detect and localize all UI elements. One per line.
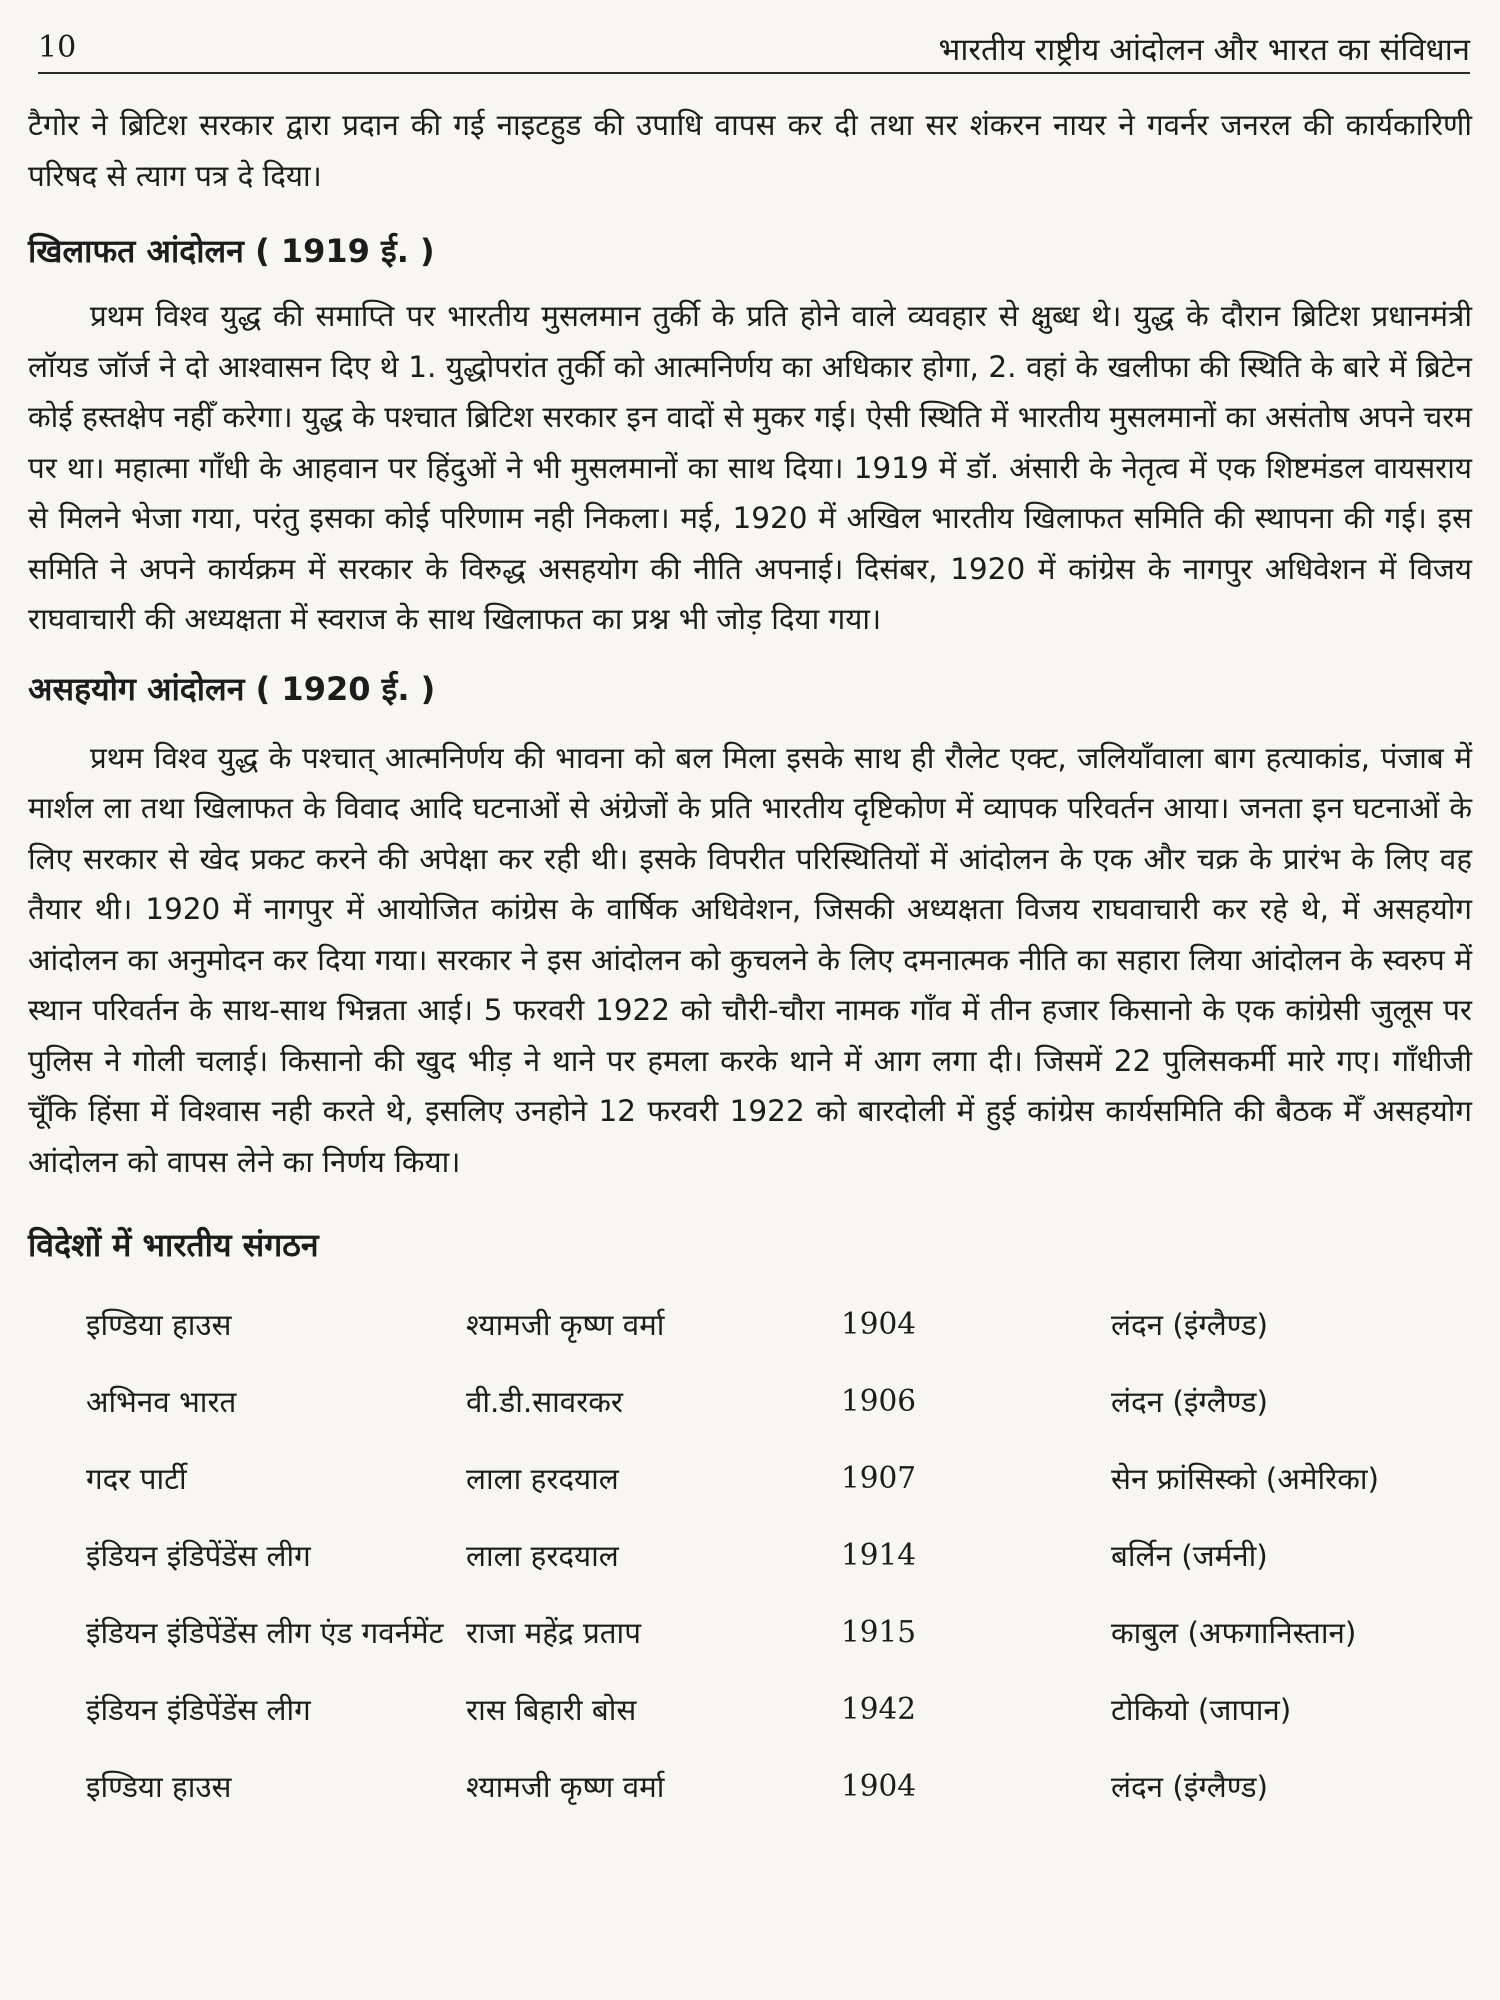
organizations-table [86,1285,1379,1824]
org-place: टोकियो (जापान) [1111,1693,1292,1727]
org-founder: श्यामजी कृष्ण वर्मा [466,1770,665,1804]
org-name: अभिनव भारत [86,1385,237,1419]
org-founder: वी.डी.सावरकर [466,1385,623,1419]
org-name: इंडियन इंडिपेंडेंस लीग [86,1539,311,1573]
org-place: सेन फ्रांसिस्को (अमेरिका) [1111,1462,1380,1496]
org-name: इंडियन इंडिपेंडेंस लीग एंड गवर्नमेंट [86,1616,444,1650]
org-year: 1904 [841,1768,917,1803]
intro-paragraph: टैगोर ने ब्रिटिश सरकार द्वारा प्रदान की गई नाइटहुड की उपाधि वापस कर दी तथा सर शंकरन नायर ने गवर्नर जनरल की कार्यकारिणी परिषद से त्याग पत्र दे दिया। [28,108,1472,193]
org-name: इण्डिया हाउस [86,1308,232,1342]
table-row [86,1747,1379,1824]
org-year: 1942 [841,1691,917,1726]
org-year: 1907 [841,1460,917,1495]
org-year: 1904 [841,1306,917,1341]
asahyog-paragraph: प्रथम विश्व युद्ध के पश्चात् आत्मनिर्णय की भावना को बल मिला इसके साथ ही रौलेट एक्ट, जलियाँवाला बाग हत्याकांड, पंजाब में मार्शल ला तथा खिलाफत के विवाद आदि घटनाओं से अंग्रेजों के प्रति भारतीय दृष्टिकोण में व्यापक परिवर्तन आया। जनता इन घटनाओं के लिए सरकार से खेद प्रकट करने की अपेक्षा कर रही थी। इसके विपरीत परिस्थितियों में आंदोलन के एक और चक्र के प्रारंभ के लिए वह तैयार थी। 1920 में नागपुर में आयोजित कांग्रेस के वार्षिक अधिवेशन, जिसकी अध्यक्षता विजय राघवाचारी कर रहे थे, में असहयोग आंदोलन का अनुमोदन कर दिया गया। सरकार ने इस आंदोलन को कुचलने के लिए दमनात्मक नीति का सहारा लिया आंदोलन के स्वरुप में स्थान परिवर्तन के साथ-साथ भिन्नता आई। 5 फरवरी 1922 को चौरी-चौरा नामक गाँव में तीन हजार किसानो के एक कांग्रेसी जुलूस पर पुलिस ने गोली चलाई। किसानो की खुद भीड़ ने थाने पर हमला करके थाने में आग लगा दी। जिसमें 22 पुलिसकर्मी मारे गए। गाँधीजी चूँकि हिंसा में विश्वास नही करते थे, इसलिए उनहोने 12 फरवरी 1922 को बारदोली में हुई कांग्रेस कार्यसमिति की बैठक मेँ असहयोग आंदोलन को वापस लेने का निर्णय किया। [28,740,1472,1179]
table-row [86,1439,1379,1516]
page-header [38,22,1470,74]
org-place: काबुल (अफगानिस्तान) [1111,1616,1357,1650]
organizations-heading: विदेशों में भारतीय संगठन [28,1226,319,1264]
org-name: गदर पार्टी [86,1462,187,1496]
org-year: 1914 [841,1537,917,1572]
org-founder: लाला हरदयाल [466,1462,619,1496]
org-place: लंदन (इंग्लैण्ड) [1111,1770,1269,1804]
org-place: लंदन (इंग्लैण्ड) [1111,1385,1269,1419]
org-founder: श्यामजी कृष्ण वर्मा [466,1308,665,1342]
running-title: भारतीय राष्ट्रीय आंदोलन और भारत का संविधान [938,32,1470,68]
table-row [86,1362,1379,1439]
table-row [86,1516,1379,1593]
org-founder: रास बिहारी बोस [466,1693,637,1727]
khilafat-paragraph: प्रथम विश्व युद्ध की समाप्ति पर भारतीय मुसलमान तुर्की के प्रति होने वाले व्यवहार से क्षुब्ध थे। युद्ध के दौरान ब्रिटिश प्रधानमंत्री लॉयड जॉर्ज ने दो आश्वासन दिए थे 1. युद्धोपरांत तुर्की को आत्मनिर्णय का अधिकार होगा, 2. वहां के खलीफा की स्थिति के बारे में ब्रिटेन कोई हस्तक्षेप नहीँ करेगा। युद्ध के पश्चात ब्रिटिश सरकार इन वादों से मुकर गई। ऐसी स्थिति में भारतीय मुसलमानों का असंतोष अपने चरम पर था। महात्मा गाँधी के आहवान पर हिंदुओं ने भी मुसलमानों का साथ दिया। 1919 में डॉ. अंसारी के नेतृत्व में एक शिष्टमंडल वायसराय से मिलने भेजा गया, परंतु इसका कोई परिणाम नही निकला। मई, 1920 में अखिल भारतीय खिलाफत समिति की स्थापना की गई। इस समिति ने अपने कार्यक्रम में सरकार के विरुद्ध असहयोग की नीति अपनाई। दिसंबर, 1920 में कांग्रेस के नागपुर अधिवेशन में विजय राघवाचारी की अध्यक्षता में स्वराज के साथ खिलाफत का प्रश्न भी जोड़ दिया गया। [28,299,1472,636]
page-number: 10 [38,30,77,65]
org-name: इंडियन इंडिपेंडेंस लीग [86,1693,311,1727]
org-year: 1915 [841,1614,917,1649]
table-row [86,1670,1379,1747]
asahyog-heading: असहयोग आंदोलन ( 1920 ई. ) [28,669,436,708]
khilafat-heading: खिलाफत आंदोलन ( 1919 ई. ) [28,232,435,270]
org-place: बर्लिन (जर्मनी) [1111,1539,1268,1573]
org-founder: राजा महेंद्र प्रताप [466,1616,641,1650]
org-year: 1906 [841,1383,917,1418]
table-row [86,1593,1379,1670]
org-founder: लाला हरदयाल [466,1539,619,1573]
org-place: लंदन (इंग्लैण्ड) [1111,1308,1269,1342]
org-name: इण्डिया हाउस [86,1770,232,1804]
table-row [86,1285,1379,1362]
page-content [28,100,1472,1824]
